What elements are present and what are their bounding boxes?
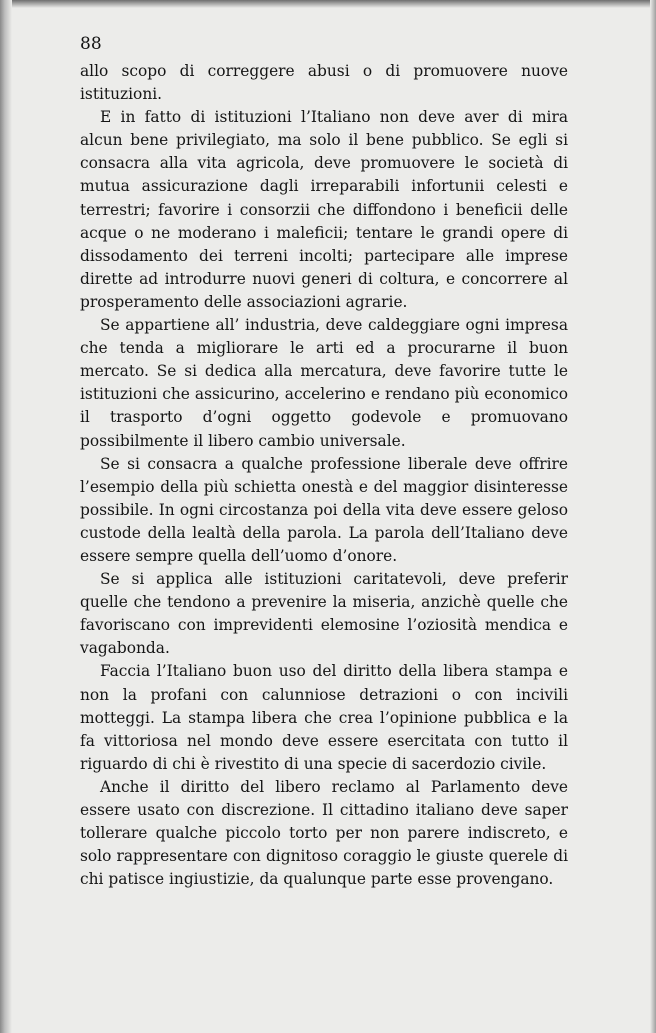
paragraph-continuation: allo scopo di correggere abusi o di promuovere nuove istituzioni. bbox=[80, 62, 568, 104]
page-right-edge-shadow bbox=[650, 0, 656, 1033]
page-number: 88 bbox=[80, 34, 102, 54]
page-binding-shadow bbox=[0, 0, 12, 1033]
paragraph-libera-stampa: Faccia l’Italiano buon uso del diritto della libera stampa e non la profani con calunniose detrazioni o con incivili motteggi. La stampa libera che crea l’opinione pubblica e la fa vittoriosa nel mondo deve essere esercitata con tutto il riguardo di chi è rivestito di una specie di sacerdozio civile. bbox=[80, 662, 568, 773]
paragraph-istituzioni: E in fatto di istituzioni l’Italiano non deve aver di mira alcun bene privilegiato, ma solo il bene pubblico. Se egli si consacra alla vita agricola, deve promuovere le società di mutua assicurazione dagli irreparabili infortunii celesti e terrestri; favorire i consorzii che diffondono i beneficii delle acque o ne moderano i maleficii; tentare le grandi opere di dissodamento dei terreni incolti; partecipare alle imprese dirette ad introdurre nuovi generi di coltura, e concorrere al prosperamento delle associazioni agrarie. bbox=[80, 108, 568, 311]
page-top-edge-shadow bbox=[0, 0, 656, 8]
page-text-body bbox=[80, 60, 568, 891]
paragraph-professione-liberale: Se si consacra a qualche professione liberale deve offrire l’esempio della più schietta onestà e del maggior disinteresse possibile. In ogni circostanza poi della vita deve essere geloso custode della lealtà della parola. La parola dell’Italiano deve essere sempre quella dell’uomo d’onore. bbox=[80, 454, 568, 565]
paragraph-istituzioni-caritatevoli: Se si applica alle istituzioni caritatevoli, deve preferir quelle che tendono a prevenire la miseria, anzichè quelle che favoriscano con imprevidenti elemosine l’oziosità mendica e vagabonda. bbox=[80, 570, 568, 658]
paragraph-industria: Se appartiene all’ industria, deve caldeggiare ogni impresa che tenda a migliorare le arti ed a procurarne il buon mercato. Se si dedica alla mercatura, deve favorire tutte le istituzioni che assicurino, accelerino e rendano più economico il trasporto d’ogni oggetto godevole e promuovano possibilmente il libero cambio universale. bbox=[80, 316, 568, 450]
paragraph-libero-reclamo: Anche il diritto del libero reclamo al Parlamento deve essere usato con discrezione. Il cittadino italiano deve saper tollerare qualche piccolo torto per non parere indiscreto, e solo rappresentare con dignitoso coraggio le giuste querele di chi patisce ingiustizie, da qualunque parte esse provengano. bbox=[80, 777, 568, 889]
